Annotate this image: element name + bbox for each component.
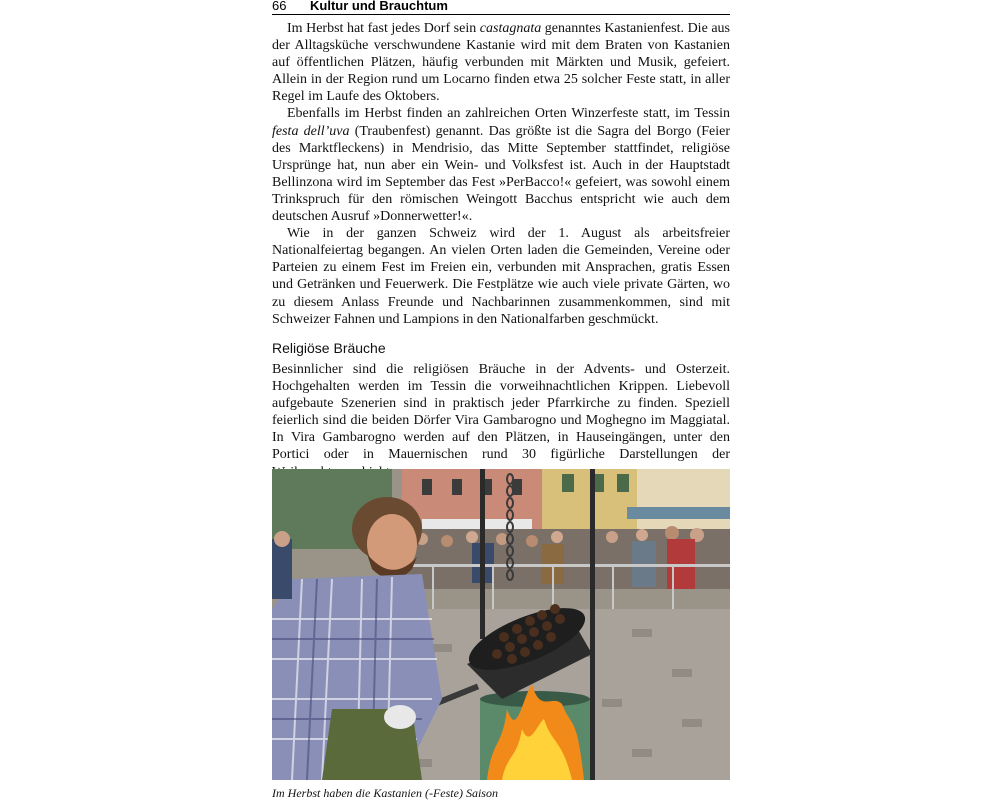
body-text-top bbox=[272, 20, 730, 328]
photo-caption: Im Herbst haben die Kastanien (-Feste) Saison bbox=[272, 786, 498, 800]
emphasis-castagnata: castagnata bbox=[479, 21, 542, 36]
chestnut-roasting-photo bbox=[272, 469, 730, 780]
running-header bbox=[272, 0, 730, 15]
paragraph-castagnata: Im Herbst hat fast jedes Dorf sein castagnata genanntes Kastanienfest. Die aus der Alltagsküche verschwundene Kastanie wird mit dem Braten von Kastanien auf öffentlichen Plätzen, häufig verbunden mit Märkten und Musik, gefeiert. Allein in der Region rund um Locarno finden etwa 25 solcher Feste statt, in aller Regel im Laufe des Oktobers. bbox=[272, 21, 730, 105]
emphasis-festa-delluva: festa dell’uva bbox=[272, 123, 350, 139]
page-number: 66 bbox=[272, 0, 287, 13]
section-title: Kultur und Brauchtum bbox=[310, 0, 448, 13]
paragraph-winzerfeste: Ebenfalls im Herbst finden an zahlreichen Orten Winzerfeste statt, im Tessin festa dell’uva (Traubenfest) genannt. Das größte ist die Sagra del Borgo (Feier des Marktfleckens) in Mendrisio, das Mitte September stattfindet, religiöse Ursprünge hat, nun aber ein Wein- und Volksfest ist. Auch in der Hauptstadt Bellinzona wird im September das Fest »PerBacco!« gefeiert, was sowohl einem Trinkspruch für den römischen Weingott Bacchus entspricht wie auch dem deutschen Ausruf »Donnerwetter!«. bbox=[272, 106, 731, 225]
subheading-religioese-braeuche: Religiöse Bräuche bbox=[272, 340, 386, 356]
paragraph-advent: Besinnlicher sind die religiösen Bräuche in der Advents- und Osterzeit. Hochgehalten werden im Tessin die vorweihnachtlichen Krippen. Liebevoll aufgebaute Szenerien sind in praktisch jeder Pfarrkirche zu finden. Speziell feierlich sind die beiden Dörfer Vira Gambarogno und Moghegno im Maggiatal. In Vira Gambarogno werden auf den Plätzen, in Hauseingängen, unter den Portici oder in Mauernischen rund 30 figürliche Darstellungen der bbox=[272, 362, 730, 463]
body-text-bottom bbox=[272, 361, 730, 481]
paragraph-nationalfeiertag: Wie in der ganzen Schweiz wird der 1. August als arbeitsfreier Nationalfeiertag begangen. An vielen Orten laden die Gemeinden, Vereine oder Parteien zu einem Fest im Freien ein, verbunden mit Ansprachen, gratis Essen und Getränken und Feuerwerk. Die Festplätze wie auch viele private Gärten, wo zu diesem Anlass Freunde und Nachbarinnen zusammenkommen, sind mit Schweizer Fahnen und Lampions in den Nationalfarben geschmückt. bbox=[272, 226, 730, 327]
